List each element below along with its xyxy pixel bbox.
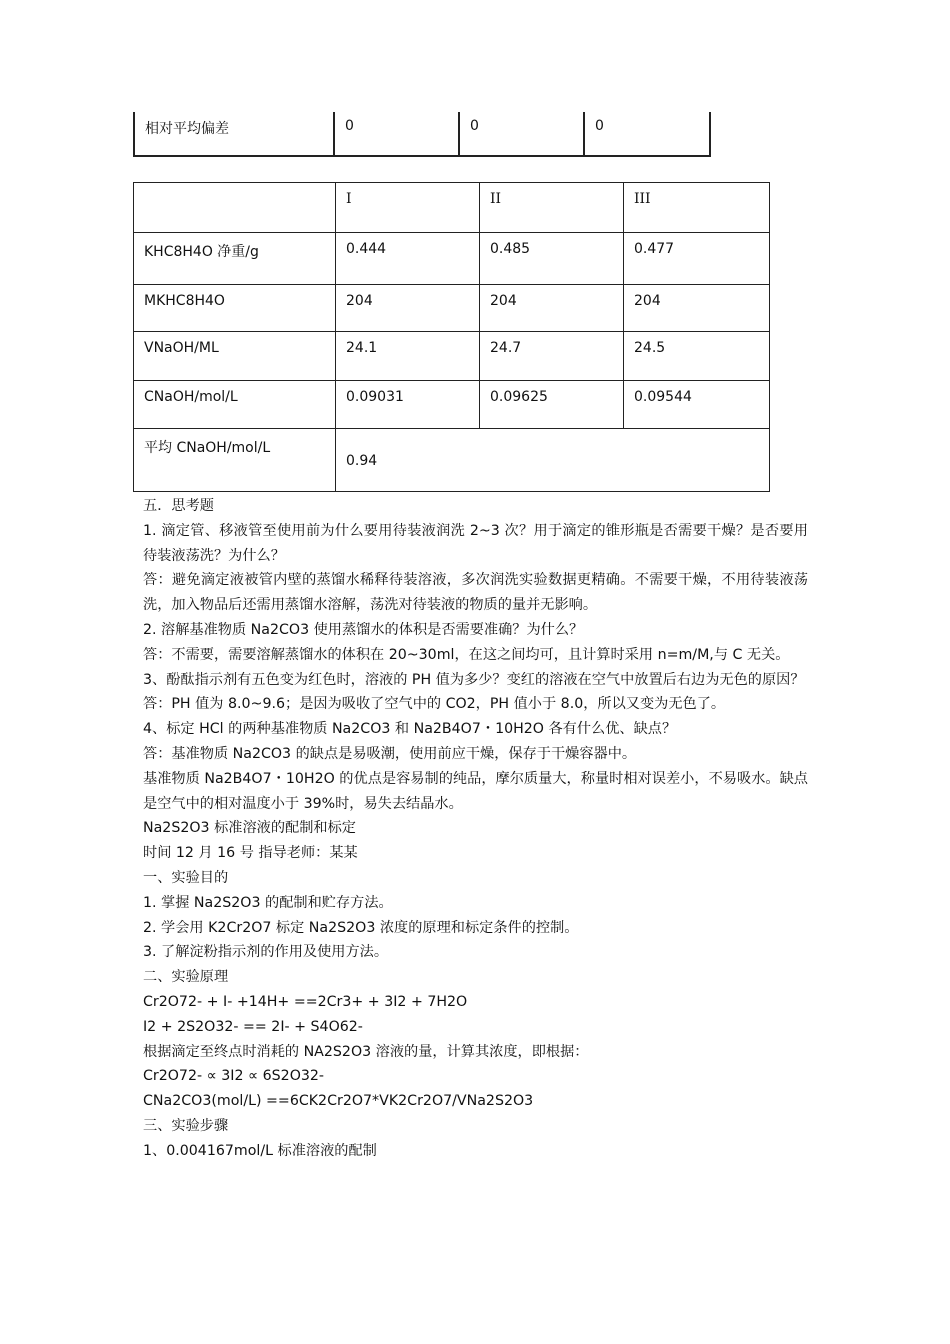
list-item: 3. 了解淀粉指示剂的作用及使用方法。 — [143, 944, 389, 961]
document-body — [143, 494, 808, 1164]
table-cell-label: CNaOH/mol/L — [134, 381, 336, 429]
table-header-cell: II — [480, 183, 624, 233]
table-cell-label: MKHC8H4O — [134, 285, 336, 332]
table-cell: 0 — [334, 112, 459, 156]
table-cell-label: VNaOH/ML — [134, 332, 336, 381]
section-heading: 五．思考题 — [143, 498, 214, 514]
table-cell: 0 — [459, 112, 584, 156]
relative-deviation-table — [133, 112, 711, 157]
table-cell-label: 平均 CNaOH/mol/L — [134, 429, 336, 492]
experiment-meta: 时间 12 月 16 号 指导老师：某某 — [143, 845, 358, 862]
question-text: 2. 溶解基准物质 Na2CO3 使用蒸馏水的体积是否需要准确？为什么？ — [143, 621, 584, 638]
table-cell: 0.09544 — [624, 381, 770, 429]
equation: Cr2O72- + I- +14H+ ==2Cr3+ + 3I2 + 7H2O — [143, 993, 468, 1010]
table-row — [134, 332, 770, 381]
table-header-row — [134, 183, 770, 233]
section-heading: 二、实验原理 — [143, 969, 229, 986]
table-cell: 204 — [624, 285, 770, 332]
naoh-calibration-table — [133, 182, 770, 492]
answer-text: 答：基准物质 Na2CO3 的缺点是易吸潮，使用前应干燥，保存于干燥容器中。 — [143, 745, 637, 762]
table-header-cell — [134, 183, 336, 233]
table-cell: 24.5 — [624, 332, 770, 381]
answer-text: 答：不需要，需要溶解蒸馏水的体积在 20~30ml，在这之间均可，且计算时采用 n=m/M,与 C 无关。 — [143, 646, 790, 663]
list-item: 2. 学会用 K2Cr2O7 标定 Na2S2O3 浓度的原理和标定条件的控制。 — [143, 919, 579, 936]
list-item: 1、0.004167mol/L 标准溶液的配制 — [143, 1142, 377, 1159]
table-header-cell: I — [336, 183, 480, 233]
section-heading: 三、实验步骤 — [143, 1117, 229, 1134]
table-row — [134, 429, 770, 492]
experiment-title: Na2S2O3 标准溶液的配制和标定 — [143, 820, 356, 837]
equation: I2 + 2S2O32- == 2I- + S4O62- — [143, 1018, 363, 1035]
equation: Cr2O72- ∝ 3I2 ∝ 6S2O32- — [143, 1068, 325, 1085]
section-heading: 一、实验目的 — [143, 869, 229, 886]
equation: CNa2CO3(mol/L) ==6CK2Cr2O7*VK2Cr2O7/VNa2S2O3 — [143, 1093, 534, 1110]
question-text: 1. 滴定管、移液管至使用前为什么要用待装液润洗 2~3 次？用于滴定的锥形瓶是否需要干燥？是否要用待装液荡洗？为什么？ — [143, 522, 808, 564]
table-cell: 0 — [584, 112, 710, 156]
table-cell: 204 — [336, 285, 480, 332]
question-text: 3、酚酞指示剂有五色变为红色时，溶液的 PH 值为多少？变红的溶液在空气中放置后右边为无色的原因？ — [143, 671, 805, 688]
paragraph: 根据滴定至终点时消耗的 NA2S2O3 溶液的量，计算其浓度，即根据： — [143, 1043, 589, 1060]
table-cell: 204 — [480, 285, 624, 332]
table-cell: 0.09625 — [480, 381, 624, 429]
table-cell: 0.09031 — [336, 381, 480, 429]
answer-text: 答：PH 值为 8.0~9.6；是因为吸收了空气中的 CO2，PH 值小于 8.0，所以又变为无色了。 — [143, 696, 726, 713]
table-cell: 0.477 — [624, 233, 770, 285]
table-cell-label: KHC8H4O 净重/g — [134, 233, 336, 285]
table-cell: 24.7 — [480, 332, 624, 381]
list-item: 1. 掌握 Na2S2O3 的配制和贮存方法。 — [143, 894, 393, 911]
table-cell: 0.485 — [480, 233, 624, 285]
table-header-cell: III — [624, 183, 770, 233]
table-row — [134, 285, 770, 332]
answer-text: 基准物质 Na2B4O7・10H2O 的优点是容易制的纯品，摩尔质量大，称量时相对误差小，不易吸水。缺点是空气中的相对温度小于 39%时，易失去结晶水。 — [143, 770, 808, 812]
table-cell: 24.1 — [336, 332, 480, 381]
table-row — [134, 233, 770, 285]
table-cell: 0.444 — [336, 233, 480, 285]
answer-text: 答：避免滴定液被管内壁的蒸馏水稀释待装溶液，多次润洗实验数据更精确。不需要干燥，不用待装液荡洗，加入物品后还需用蒸馏水溶解，荡洗对待装液的物质的量并无影响。 — [143, 572, 808, 614]
average-value-cell: 0.94 — [336, 429, 770, 492]
table-row — [134, 112, 710, 156]
question-text: 4、标定 HCl 的两种基准物质 Na2CO3 和 Na2B4O7・10H2O 各有什么优、缺点？ — [143, 721, 677, 738]
table-row — [134, 381, 770, 429]
table-cell-label: 相对平均偏差 — [134, 112, 334, 156]
